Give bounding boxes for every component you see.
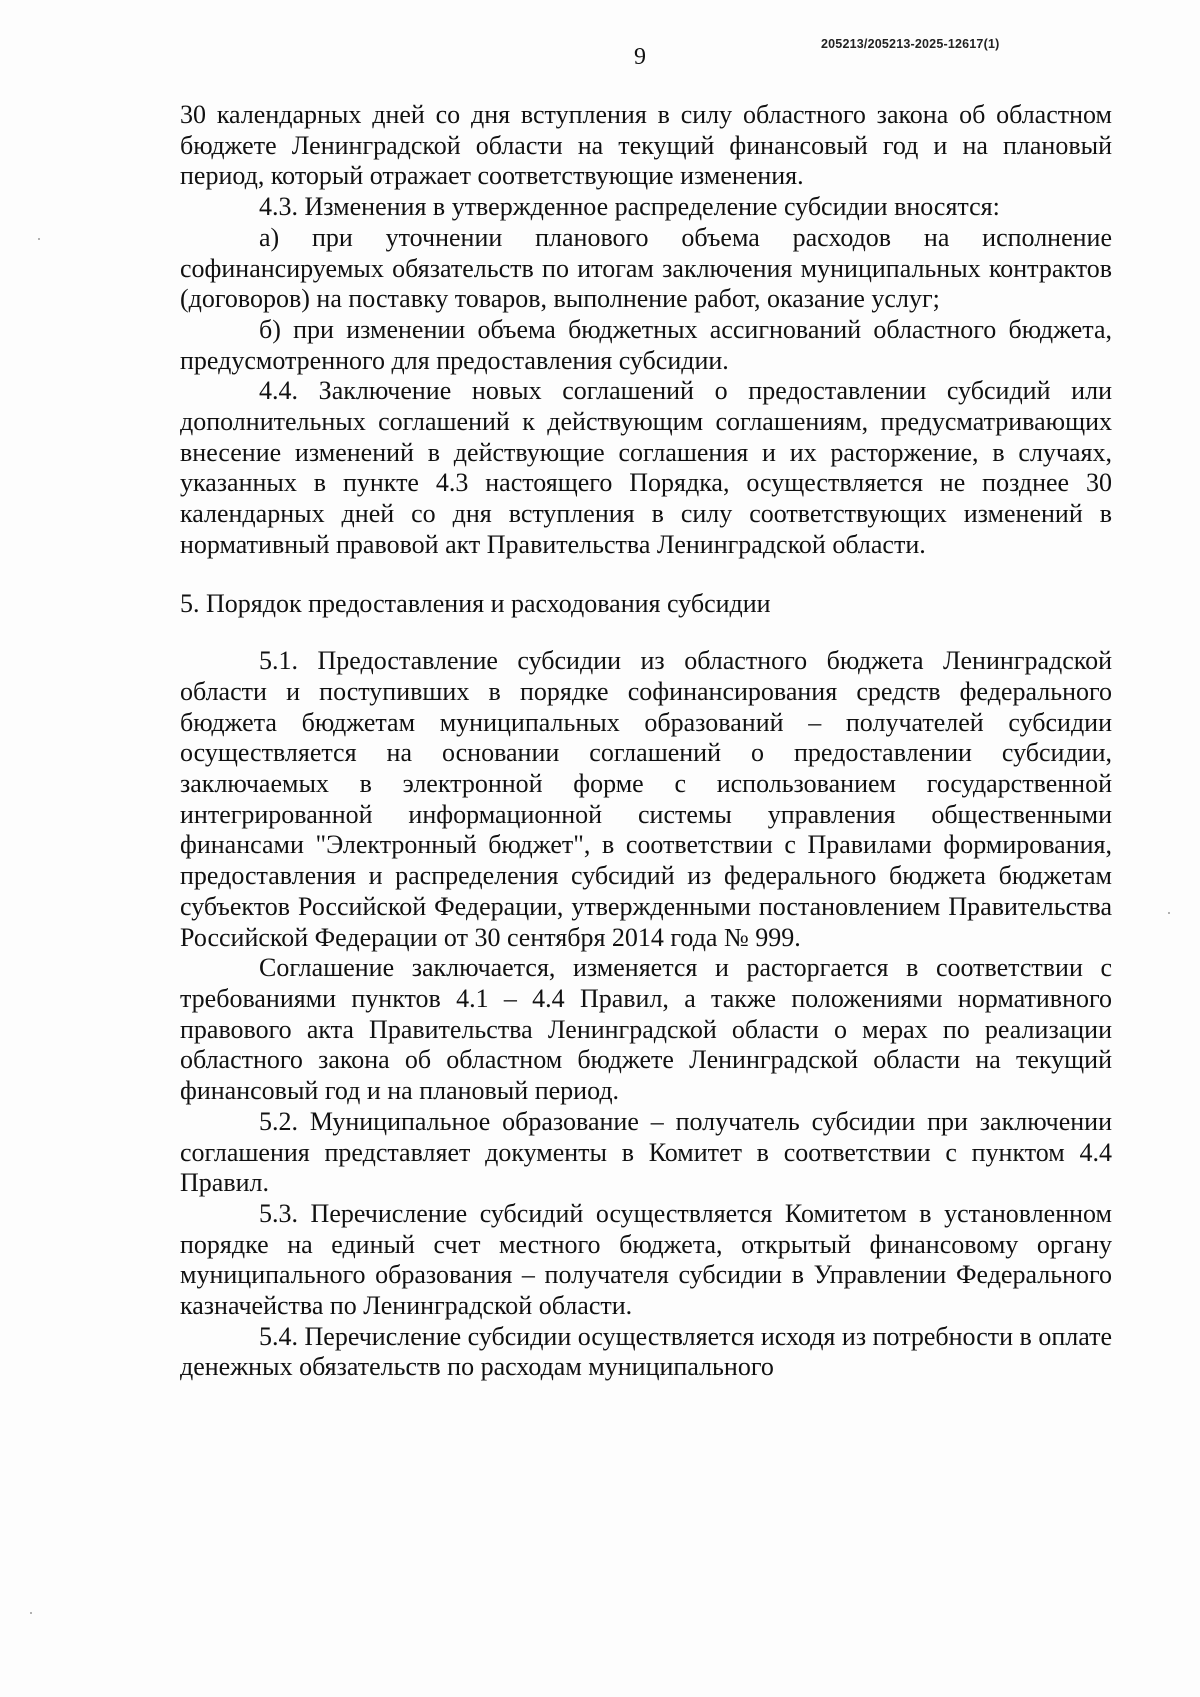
paragraph-5-1-agreement: Соглашение заключается, изменяется и расторгается в соответствии с требованиями пунктов 4.1 – 4.4 Правил, а также положениями нормативного правового акта Правительства Ленинградской области о мерах по реализации областного закона об областном бюджете Ленинградской области на текущий финансовый год и на плановый период. [180,953,1112,1106]
paragraph-4-4: 4.4. Заключение новых соглашений о предоставлении субсидий или дополнительных соглашений к действующим соглашениям, предусматривающих внесение изменений в действующие соглашения и их расторжение, в случаях, указанных в пункте 4.3 настоящего Порядка, осуществляется не позднее 30 календарных дней со дня вступления в силу соответствующих изменений в нормативный правовой акт Правительства Ленинградской области. [180,376,1112,559]
paragraph-continuation: 30 календарных дней со дня вступления в силу областного закона об областном бюджете Ленинградской области на текущий финансовый год и на плановый период, который отражает соответствующие изменения. [180,100,1112,191]
document-body [180,100,1112,1383]
paragraph-4-3: 4.3. Изменения в утвержденное распределение субсидии вносятся: [259,192,1000,222]
page-number: 9 [634,44,646,70]
scan-speck [38,238,40,240]
paragraph-5-1: 5.1. Предоставление субсидии из областного бюджета Ленинградской области и поступивших в порядке софинансирования средств федерального бюджета бюджетам муниципальных образований – получателей субсидии осуществляется на основании соглашений о предоставлении субсидии, заключаемых в электронной форме с использованием государственной интегрированной информационной системы управления общественными финансами "Электронный бюджет", в соответствии с Правилами формирования, предоставления и распределения субсидий из федерального бюджета бюджетам субъектов Российской Федерации, утвержденными постановлением Правительства Российской Федерации от 30 сентября 2014 года № 999. [180,646,1112,952]
paragraph-4-3-a: а) при уточнении планового объема расходов на исполнение софинансируемых обязательств по итогам заключения муниципальных контрактов (договоров) на поставку товаров, выполнение работ, оказание услуг; [180,222,1112,314]
paragraph-4-3-b: б) при изменении объема бюджетных ассигнований областного бюджета, предусмотренного для предоставления субсидии. [180,314,1112,375]
scan-speck [1168,912,1170,914]
document-id: 205213/205213-2025-12617(1) [821,37,1000,51]
paragraph-5-4: 5.4. Перечисление субсидии осуществляется исходя из потребности в оплате денежных обязательств по расходам муниципального [180,1321,1112,1382]
section-heading-5: 5. Порядок предоставления и расходования субсидии [180,588,771,618]
paragraph-5-2: 5.2. Муниципальное образование – получатель субсидии при заключении соглашения представляет документы в Комитет в соответствии с пунктом 4.4 Правил. [180,1106,1112,1198]
paragraph-5-3: 5.3. Перечисление субсидий осуществляется Комитетом в установленном порядке на единый счет местного бюджета, открытый финансовому органу муниципального образования – получателя субсидии в Управлении Федерального казначейства по Ленинградской области. [180,1198,1112,1321]
scan-speck [30,1612,32,1614]
